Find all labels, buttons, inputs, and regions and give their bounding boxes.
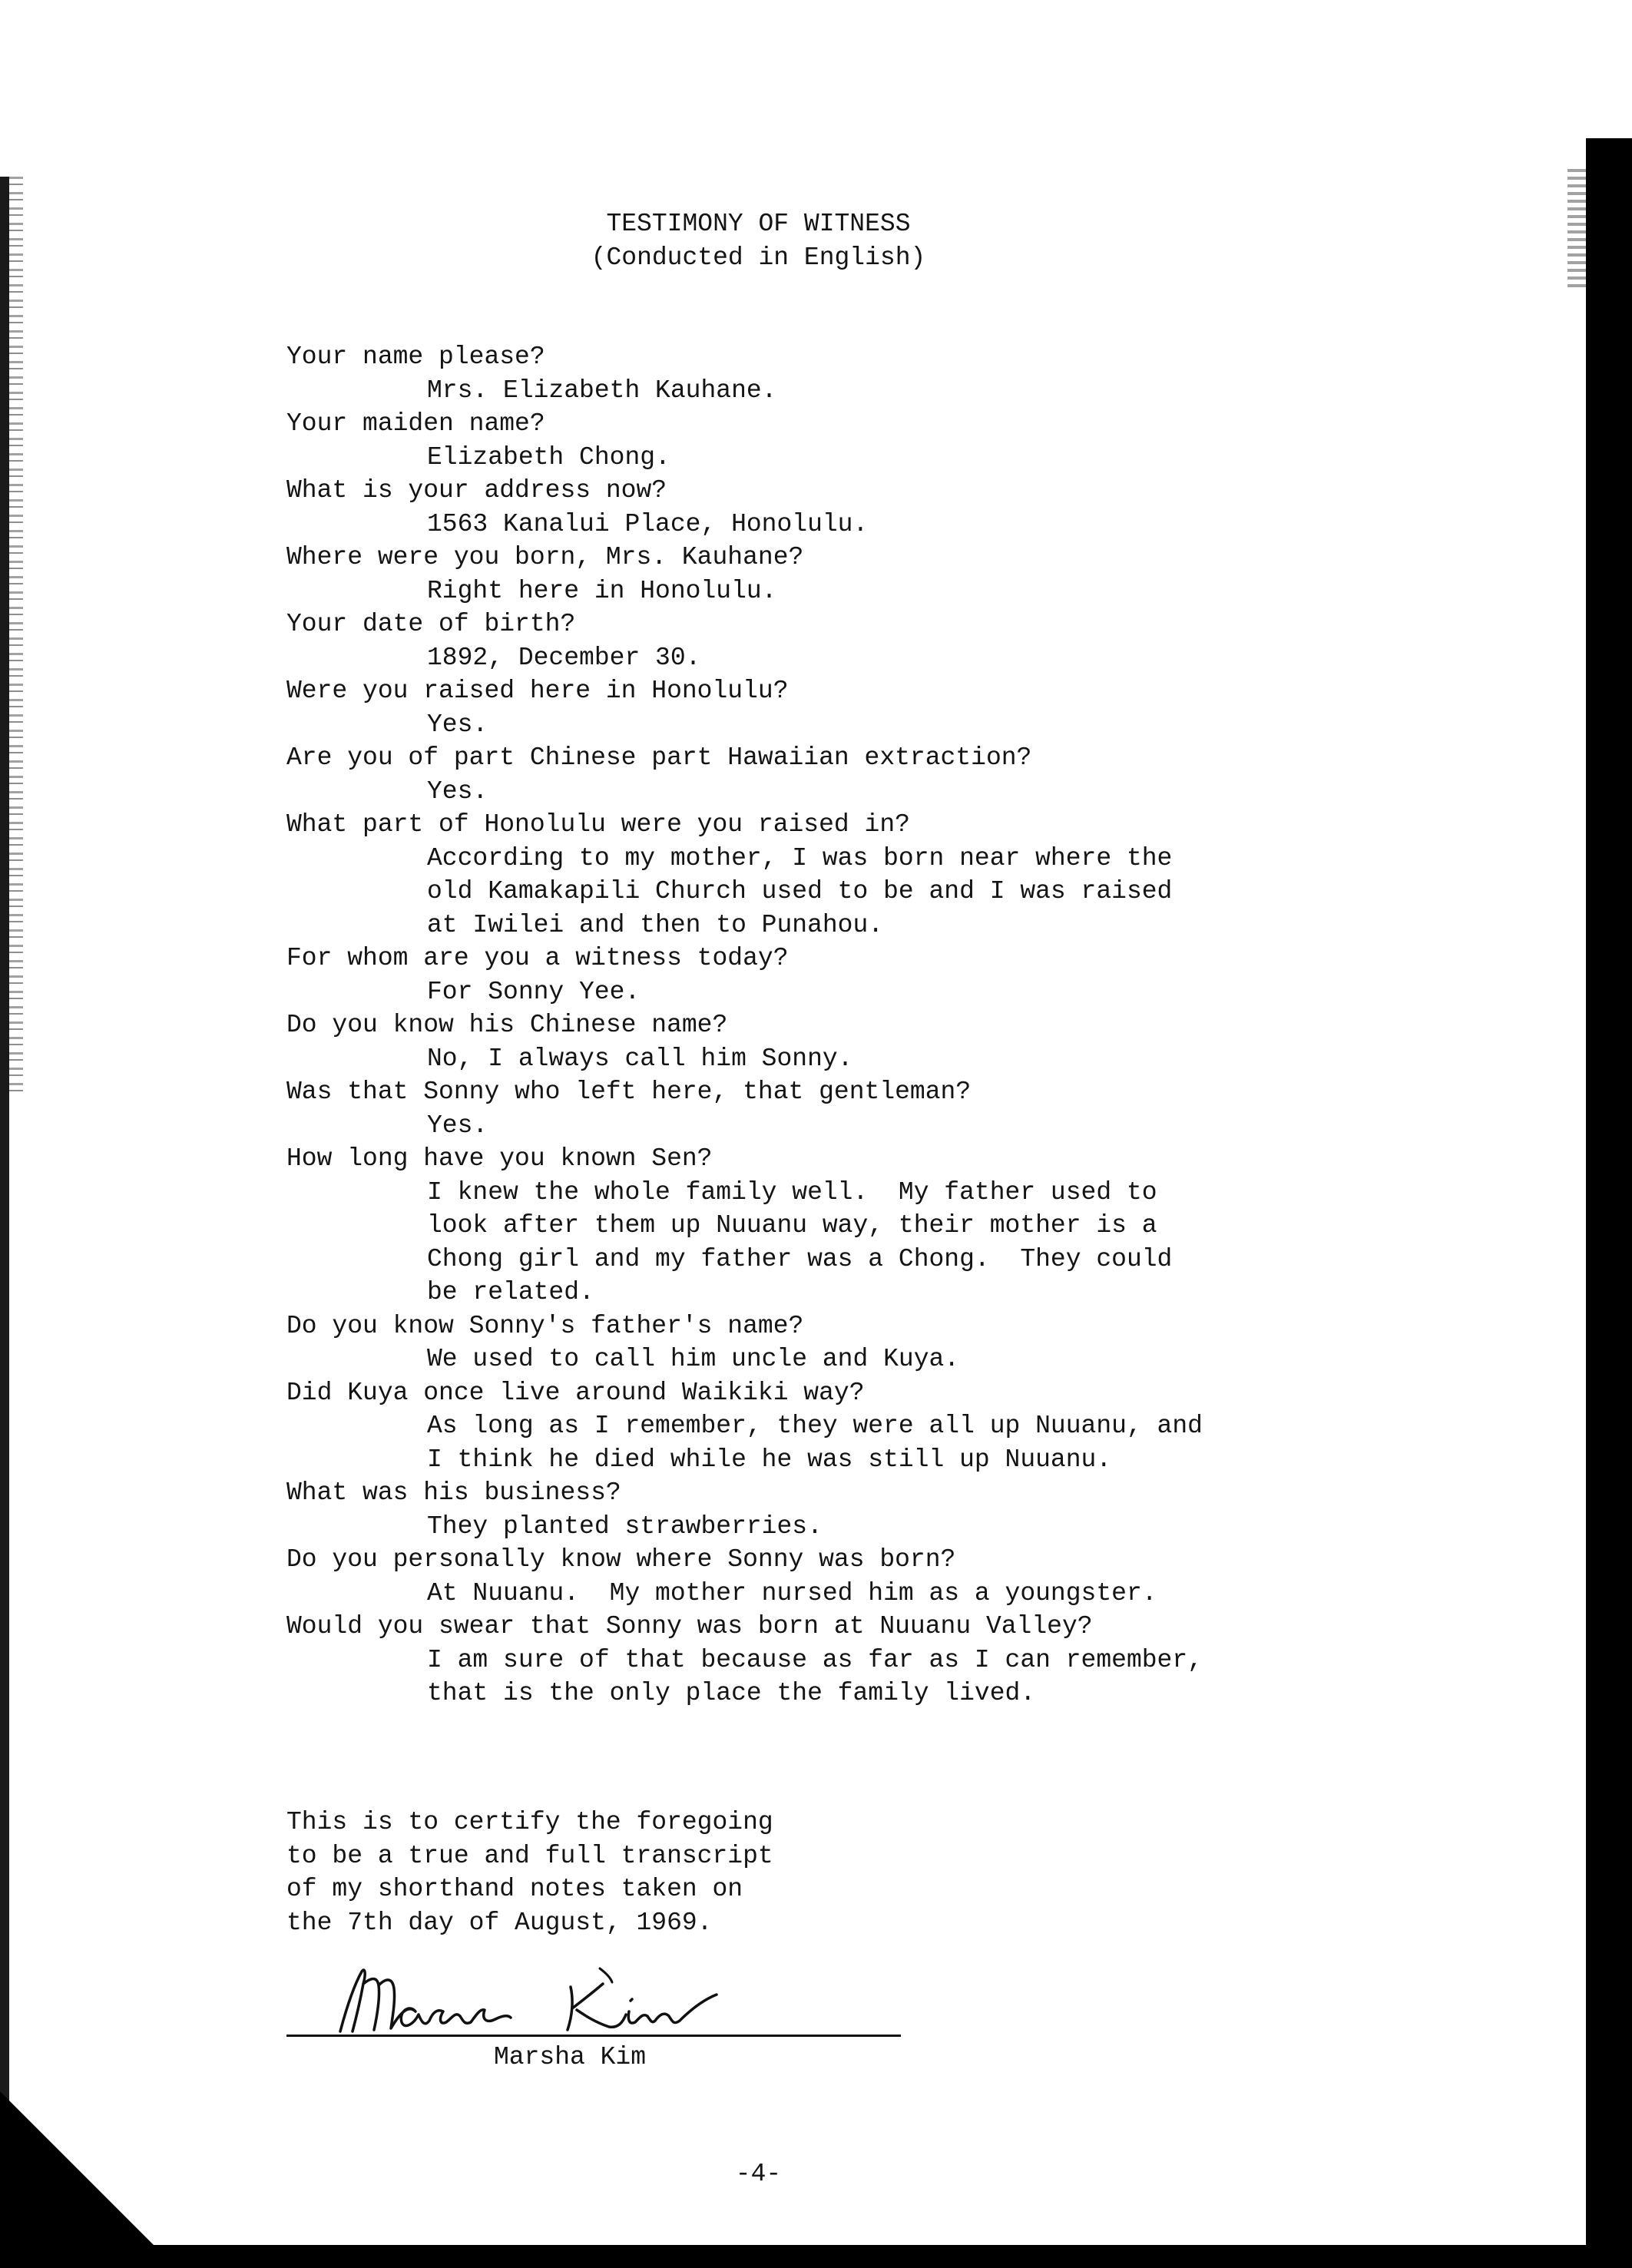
question-line: What part of Honolulu were you raised in?	[286, 810, 910, 839]
answer-line: No, I always call him Sonny.	[427, 1044, 853, 1073]
answer-line: Elizabeth Chong.	[427, 442, 670, 472]
testimony-transcript	[286, 340, 1203, 1710]
question-line: For whom are you a witness today?	[286, 944, 789, 972]
answer-line: We used to call him uncle and Kuya.	[427, 1345, 960, 1373]
answer-line: I knew the whole family well. My father used to	[427, 1177, 1157, 1207]
question-line: Your date of birth?	[286, 610, 576, 638]
answer-line: Mrs. Elizabeth Kauhane.	[427, 376, 777, 405]
answer-line: 1892, December 30.	[427, 643, 701, 672]
answer-line: According to my mother, I was born near where the	[427, 843, 1173, 872]
certification-line: of my shorthand notes taken on	[286, 1875, 743, 1903]
answer-line: old Kamakapili Church used to be and I was raised	[427, 877, 1173, 906]
question-line: Your maiden name?	[286, 409, 545, 438]
certification-line: to be a true and full transcript	[286, 1841, 773, 1870]
certification-line: This is to certify the foregoing	[286, 1808, 773, 1836]
answer-line: I am sure of that because as far as I can remember,	[427, 1645, 1203, 1674]
scan-edge-bottom	[0, 2245, 1632, 2268]
answer-line: Right here in Honolulu.	[427, 576, 777, 605]
question-line: Were you raised here in Honolulu?	[286, 677, 789, 705]
question-line: Did Kuya once live around Waikiki way?	[286, 1378, 865, 1407]
question-line: Do you personally know where Sonny was born?	[286, 1545, 956, 1574]
signature-line	[286, 2035, 901, 2037]
answer-line: be related.	[427, 1278, 594, 1306]
answer-line: Yes.	[427, 710, 488, 739]
answer-line: At Nuuanu. My mother nursed him as a youngster.	[427, 1578, 1157, 1607]
certification-statement	[286, 1806, 773, 1939]
question-line: Do you know his Chinese name?	[286, 1011, 728, 1039]
question-line: Was that Sonny who left here, that gentleman?	[286, 1078, 972, 1106]
question-line: How long have you known Sen?	[286, 1144, 713, 1173]
scan-noise-right	[1567, 169, 1586, 292]
scan-edge-right	[1586, 138, 1632, 2268]
answer-line: They planted strawberries.	[427, 1511, 823, 1541]
answer-line: that is the only place the family lived.	[427, 1679, 1036, 1707]
answer-line: As long as I remember, they were all up Nuuanu, and	[427, 1412, 1203, 1440]
answer-line: Yes.	[427, 776, 488, 806]
answer-line: For Sonny Yee.	[427, 977, 641, 1006]
answer-line: I think he died while he was still up Nuuanu.	[427, 1445, 1112, 1474]
handwritten-signature	[317, 1955, 747, 2043]
answer-line: at Iwilei and then to Punahou.	[427, 910, 884, 939]
document-subtitle: (Conducted in English)	[591, 243, 926, 272]
answer-line: Chong girl and my father was a Chong. They could	[427, 1244, 1173, 1273]
question-line: Where were you born, Mrs. Kauhane?	[286, 543, 804, 571]
page-number: -4-	[735, 2160, 782, 2188]
document-title: TESTIMONY OF WITNESS	[606, 210, 911, 238]
scan-edge-left	[0, 177, 9, 2189]
question-line: Your name please?	[286, 343, 545, 371]
answer-line: look after them up Nuuanu way, their mother is a	[427, 1211, 1157, 1240]
question-line: Are you of part Chinese part Hawaiian extraction?	[286, 743, 1032, 772]
question-line: Would you swear that Sonny was born at Nuuanu Valley?	[286, 1612, 1093, 1641]
question-line: What was his business?	[286, 1478, 621, 1507]
question-line: Do you know Sonny's father's name?	[286, 1311, 804, 1340]
signature-block	[286, 1955, 901, 2078]
certification-line: the 7th day of August, 1969.	[286, 1908, 713, 1937]
answer-line: Yes.	[427, 1111, 488, 1140]
question-line: What is your address now?	[286, 476, 667, 505]
answer-line: 1563 Kanalui Place, Honolulu.	[427, 509, 869, 538]
scan-noise-left	[9, 177, 23, 1098]
signer-name: Marsha Kim	[494, 2043, 647, 2071]
